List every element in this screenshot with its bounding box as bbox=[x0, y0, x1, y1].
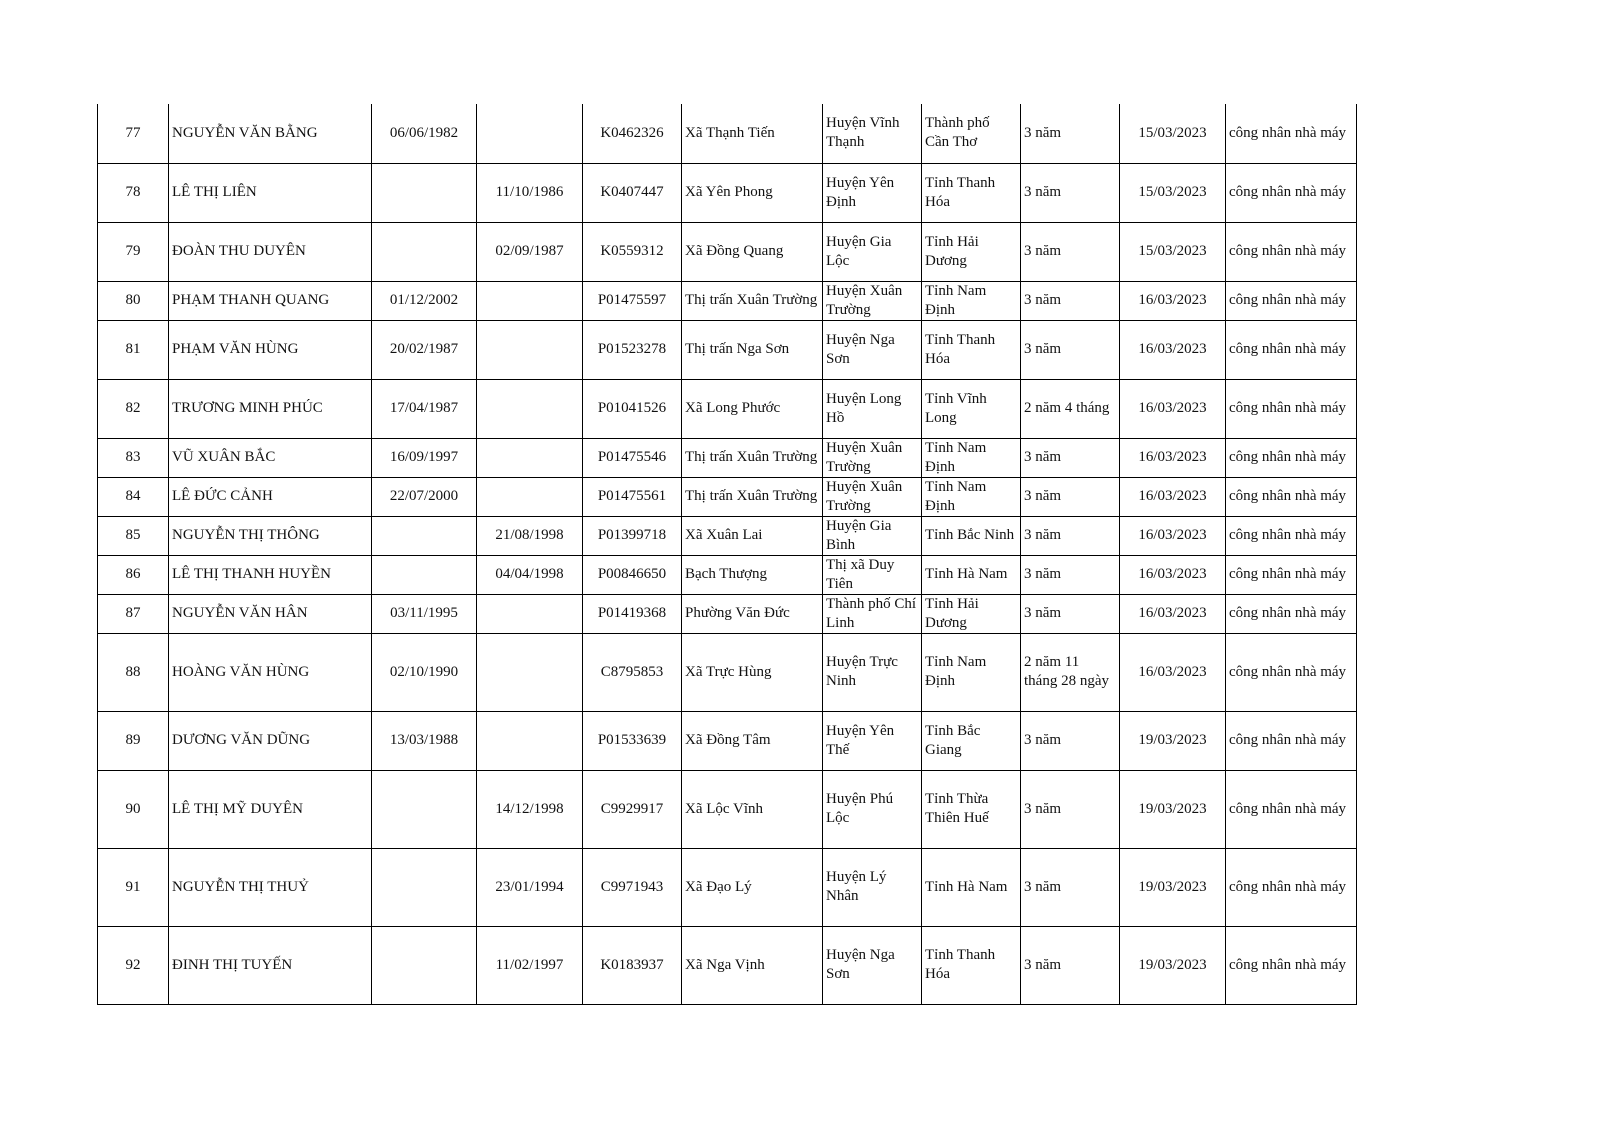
district-cell: Huyện Trực Ninh bbox=[823, 633, 922, 711]
commune-cell: Phường Văn Đức bbox=[682, 594, 823, 633]
row-number-cell: 82 bbox=[98, 379, 169, 438]
district-cell: Huyện Vĩnh Thạnh bbox=[823, 104, 922, 163]
row-number-cell: 83 bbox=[98, 438, 169, 477]
province-cell: Tỉnh Nam Định bbox=[922, 633, 1021, 711]
contract-duration-cell: 3 năm bbox=[1021, 163, 1120, 222]
birth-date-male-cell bbox=[372, 555, 477, 594]
departure-date-cell: 15/03/2023 bbox=[1120, 163, 1226, 222]
commune-cell: Xã Thạnh Tiến bbox=[682, 104, 823, 163]
departure-date-cell: 19/03/2023 bbox=[1120, 926, 1226, 1004]
district-cell: Huyện Lý Nhân bbox=[823, 848, 922, 926]
commune-cell: Xã Đồng Quang bbox=[682, 222, 823, 281]
contract-duration-cell: 3 năm bbox=[1021, 281, 1120, 320]
district-cell: Huyện Nga Sơn bbox=[823, 926, 922, 1004]
worker-list-table bbox=[97, 104, 1357, 1005]
passport-number-cell: K0407447 bbox=[583, 163, 682, 222]
row-number-cell: 88 bbox=[98, 633, 169, 711]
contract-duration-cell: 3 năm bbox=[1021, 926, 1120, 1004]
passport-number-cell: P01399718 bbox=[583, 516, 682, 555]
full-name-cell: PHẠM THANH QUANG bbox=[169, 281, 372, 320]
row-number-cell: 85 bbox=[98, 516, 169, 555]
departure-date-cell: 19/03/2023 bbox=[1120, 848, 1226, 926]
row-number-cell: 77 bbox=[98, 104, 169, 163]
passport-number-cell: P01523278 bbox=[583, 320, 682, 379]
birth-date-male-cell: 03/11/1995 bbox=[372, 594, 477, 633]
row-number-cell: 87 bbox=[98, 594, 169, 633]
table-row bbox=[98, 594, 1357, 633]
table-row bbox=[98, 438, 1357, 477]
province-cell: Tỉnh Bắc Giang bbox=[922, 711, 1021, 770]
row-number-cell: 92 bbox=[98, 926, 169, 1004]
job-title-cell: công nhân nhà máy bbox=[1226, 281, 1357, 320]
table-row bbox=[98, 848, 1357, 926]
job-title-cell: công nhân nhà máy bbox=[1226, 770, 1357, 848]
table-row bbox=[98, 770, 1357, 848]
row-number-cell: 84 bbox=[98, 477, 169, 516]
birth-date-female-cell bbox=[477, 594, 583, 633]
district-cell: Huyện Xuân Trường bbox=[823, 477, 922, 516]
birth-date-female-cell: 11/10/1986 bbox=[477, 163, 583, 222]
district-cell: Thành phố Chí Linh bbox=[823, 594, 922, 633]
row-number-cell: 86 bbox=[98, 555, 169, 594]
birth-date-male-cell: 22/07/2000 bbox=[372, 477, 477, 516]
birth-date-male-cell: 13/03/1988 bbox=[372, 711, 477, 770]
job-title-cell: công nhân nhà máy bbox=[1226, 438, 1357, 477]
birth-date-male-cell: 06/06/1982 bbox=[372, 104, 477, 163]
contract-duration-cell: 3 năm bbox=[1021, 104, 1120, 163]
contract-duration-cell: 3 năm bbox=[1021, 848, 1120, 926]
birth-date-male-cell bbox=[372, 163, 477, 222]
departure-date-cell: 16/03/2023 bbox=[1120, 555, 1226, 594]
table-body bbox=[98, 104, 1357, 1004]
commune-cell: Xã Nga Vịnh bbox=[682, 926, 823, 1004]
passport-number-cell: P01475597 bbox=[583, 281, 682, 320]
district-cell: Huyện Gia Bình bbox=[823, 516, 922, 555]
birth-date-male-cell bbox=[372, 848, 477, 926]
departure-date-cell: 16/03/2023 bbox=[1120, 438, 1226, 477]
birth-date-female-cell bbox=[477, 477, 583, 516]
passport-number-cell: P01475561 bbox=[583, 477, 682, 516]
birth-date-male-cell: 02/10/1990 bbox=[372, 633, 477, 711]
passport-number-cell: C9929917 bbox=[583, 770, 682, 848]
commune-cell: Xã Long Phước bbox=[682, 379, 823, 438]
birth-date-male-cell: 16/09/1997 bbox=[372, 438, 477, 477]
birth-date-male-cell bbox=[372, 926, 477, 1004]
passport-number-cell: P01419368 bbox=[583, 594, 682, 633]
birth-date-female-cell bbox=[477, 320, 583, 379]
row-number-cell: 80 bbox=[98, 281, 169, 320]
table-row bbox=[98, 711, 1357, 770]
district-cell: Huyện Gia Lộc bbox=[823, 222, 922, 281]
full-name-cell: ĐOÀN THU DUYÊN bbox=[169, 222, 372, 281]
province-cell: Tỉnh Thanh Hóa bbox=[922, 163, 1021, 222]
passport-number-cell: C9971943 bbox=[583, 848, 682, 926]
commune-cell: Thị trấn Xuân Trường bbox=[682, 477, 823, 516]
full-name-cell: LÊ THỊ LIÊN bbox=[169, 163, 372, 222]
province-cell: Tỉnh Hà Nam bbox=[922, 848, 1021, 926]
district-cell: Thị xã Duy Tiên bbox=[823, 555, 922, 594]
province-cell: Thành phố Cần Thơ bbox=[922, 104, 1021, 163]
full-name-cell: HOÀNG VĂN HÙNG bbox=[169, 633, 372, 711]
commune-cell: Xã Đạo Lý bbox=[682, 848, 823, 926]
passport-number-cell: P00846650 bbox=[583, 555, 682, 594]
passport-number-cell: P01533639 bbox=[583, 711, 682, 770]
province-cell: Tỉnh Hải Dương bbox=[922, 594, 1021, 633]
job-title-cell: công nhân nhà máy bbox=[1226, 477, 1357, 516]
table-row bbox=[98, 104, 1357, 163]
birth-date-male-cell: 01/12/2002 bbox=[372, 281, 477, 320]
contract-duration-cell: 3 năm bbox=[1021, 438, 1120, 477]
province-cell: Tỉnh Vĩnh Long bbox=[922, 379, 1021, 438]
job-title-cell: công nhân nhà máy bbox=[1226, 379, 1357, 438]
birth-date-male-cell bbox=[372, 222, 477, 281]
full-name-cell: ĐINH THỊ TUYẾN bbox=[169, 926, 372, 1004]
job-title-cell: công nhân nhà máy bbox=[1226, 711, 1357, 770]
table-row bbox=[98, 633, 1357, 711]
job-title-cell: công nhân nhà máy bbox=[1226, 222, 1357, 281]
row-number-cell: 79 bbox=[98, 222, 169, 281]
birth-date-male-cell bbox=[372, 770, 477, 848]
passport-number-cell: K0462326 bbox=[583, 104, 682, 163]
job-title-cell: công nhân nhà máy bbox=[1226, 163, 1357, 222]
contract-duration-cell: 3 năm bbox=[1021, 222, 1120, 281]
province-cell: Tỉnh Nam Định bbox=[922, 281, 1021, 320]
province-cell: Tỉnh Bắc Ninh bbox=[922, 516, 1021, 555]
departure-date-cell: 16/03/2023 bbox=[1120, 320, 1226, 379]
commune-cell: Xã Đồng Tâm bbox=[682, 711, 823, 770]
table-row bbox=[98, 516, 1357, 555]
row-number-cell: 78 bbox=[98, 163, 169, 222]
full-name-cell: NGUYỄN VĂN BẰNG bbox=[169, 104, 372, 163]
row-number-cell: 89 bbox=[98, 711, 169, 770]
birth-date-female-cell: 23/01/1994 bbox=[477, 848, 583, 926]
full-name-cell: LÊ THỊ THANH HUYỀN bbox=[169, 555, 372, 594]
passport-number-cell: C8795853 bbox=[583, 633, 682, 711]
job-title-cell: công nhân nhà máy bbox=[1226, 848, 1357, 926]
province-cell: Tỉnh Nam Định bbox=[922, 477, 1021, 516]
birth-date-female-cell: 04/04/1998 bbox=[477, 555, 583, 594]
contract-duration-cell: 3 năm bbox=[1021, 320, 1120, 379]
departure-date-cell: 16/03/2023 bbox=[1120, 594, 1226, 633]
district-cell: Huyện Xuân Trường bbox=[823, 438, 922, 477]
full-name-cell: NGUYỄN THỊ THÔNG bbox=[169, 516, 372, 555]
district-cell: Huyện Xuân Trường bbox=[823, 281, 922, 320]
full-name-cell: DƯƠNG VĂN DŨNG bbox=[169, 711, 372, 770]
full-name-cell: NGUYỄN VĂN HÂN bbox=[169, 594, 372, 633]
row-number-cell: 81 bbox=[98, 320, 169, 379]
province-cell: Tỉnh Hải Dương bbox=[922, 222, 1021, 281]
table-row bbox=[98, 281, 1357, 320]
birth-date-male-cell: 20/02/1987 bbox=[372, 320, 477, 379]
district-cell: Huyện Phú Lộc bbox=[823, 770, 922, 848]
departure-date-cell: 16/03/2023 bbox=[1120, 633, 1226, 711]
birth-date-female-cell: 02/09/1987 bbox=[477, 222, 583, 281]
full-name-cell: LÊ ĐỨC CẢNH bbox=[169, 477, 372, 516]
commune-cell: Xã Lộc Vĩnh bbox=[682, 770, 823, 848]
contract-duration-cell: 3 năm bbox=[1021, 770, 1120, 848]
birth-date-female-cell: 14/12/1998 bbox=[477, 770, 583, 848]
commune-cell: Thị trấn Nga Sơn bbox=[682, 320, 823, 379]
birth-date-female-cell bbox=[477, 379, 583, 438]
table-row bbox=[98, 163, 1357, 222]
contract-duration-cell: 3 năm bbox=[1021, 594, 1120, 633]
passport-number-cell: K0183937 bbox=[583, 926, 682, 1004]
departure-date-cell: 16/03/2023 bbox=[1120, 516, 1226, 555]
birth-date-female-cell bbox=[477, 711, 583, 770]
province-cell: Tỉnh Thừa Thiên Huế bbox=[922, 770, 1021, 848]
full-name-cell: PHẠM VĂN HÙNG bbox=[169, 320, 372, 379]
job-title-cell: công nhân nhà máy bbox=[1226, 320, 1357, 379]
birth-date-male-cell bbox=[372, 516, 477, 555]
birth-date-male-cell: 17/04/1987 bbox=[372, 379, 477, 438]
departure-date-cell: 16/03/2023 bbox=[1120, 281, 1226, 320]
departure-date-cell: 19/03/2023 bbox=[1120, 711, 1226, 770]
job-title-cell: công nhân nhà máy bbox=[1226, 926, 1357, 1004]
passport-number-cell: P01041526 bbox=[583, 379, 682, 438]
province-cell: Tỉnh Thanh Hóa bbox=[922, 926, 1021, 1004]
district-cell: Huyện Long Hồ bbox=[823, 379, 922, 438]
table-row bbox=[98, 555, 1357, 594]
birth-date-female-cell bbox=[477, 281, 583, 320]
contract-duration-cell: 3 năm bbox=[1021, 711, 1120, 770]
district-cell: Huyện Yên Thế bbox=[823, 711, 922, 770]
departure-date-cell: 19/03/2023 bbox=[1120, 770, 1226, 848]
province-cell: Tỉnh Nam Định bbox=[922, 438, 1021, 477]
full-name-cell: VŨ XUÂN BẮC bbox=[169, 438, 372, 477]
commune-cell: Thị trấn Xuân Trường bbox=[682, 438, 823, 477]
table-row bbox=[98, 477, 1357, 516]
commune-cell: Bạch Thượng bbox=[682, 555, 823, 594]
contract-duration-cell: 2 năm 11 tháng 28 ngày bbox=[1021, 633, 1120, 711]
province-cell: Tỉnh Hà Nam bbox=[922, 555, 1021, 594]
departure-date-cell: 15/03/2023 bbox=[1120, 222, 1226, 281]
full-name-cell: NGUYỄN THỊ THUỶ bbox=[169, 848, 372, 926]
job-title-cell: công nhân nhà máy bbox=[1226, 633, 1357, 711]
contract-duration-cell: 3 năm bbox=[1021, 516, 1120, 555]
contract-duration-cell: 2 năm 4 tháng bbox=[1021, 379, 1120, 438]
job-title-cell: công nhân nhà máy bbox=[1226, 594, 1357, 633]
birth-date-female-cell bbox=[477, 438, 583, 477]
district-cell: Huyện Yên Định bbox=[823, 163, 922, 222]
birth-date-female-cell: 11/02/1997 bbox=[477, 926, 583, 1004]
row-number-cell: 91 bbox=[98, 848, 169, 926]
birth-date-female-cell bbox=[477, 104, 583, 163]
row-number-cell: 90 bbox=[98, 770, 169, 848]
commune-cell: Thị trấn Xuân Trường bbox=[682, 281, 823, 320]
table-row bbox=[98, 320, 1357, 379]
departure-date-cell: 16/03/2023 bbox=[1120, 379, 1226, 438]
job-title-cell: công nhân nhà máy bbox=[1226, 555, 1357, 594]
job-title-cell: công nhân nhà máy bbox=[1226, 104, 1357, 163]
departure-date-cell: 15/03/2023 bbox=[1120, 104, 1226, 163]
commune-cell: Xã Yên Phong bbox=[682, 163, 823, 222]
commune-cell: Xã Trực Hùng bbox=[682, 633, 823, 711]
contract-duration-cell: 3 năm bbox=[1021, 555, 1120, 594]
passport-number-cell: P01475546 bbox=[583, 438, 682, 477]
commune-cell: Xã Xuân Lai bbox=[682, 516, 823, 555]
table-row bbox=[98, 926, 1357, 1004]
departure-date-cell: 16/03/2023 bbox=[1120, 477, 1226, 516]
contract-duration-cell: 3 năm bbox=[1021, 477, 1120, 516]
birth-date-female-cell bbox=[477, 633, 583, 711]
full-name-cell: TRƯƠNG MINH PHÚC bbox=[169, 379, 372, 438]
passport-number-cell: K0559312 bbox=[583, 222, 682, 281]
birth-date-female-cell: 21/08/1998 bbox=[477, 516, 583, 555]
job-title-cell: công nhân nhà máy bbox=[1226, 516, 1357, 555]
table-row bbox=[98, 379, 1357, 438]
district-cell: Huyện Nga Sơn bbox=[823, 320, 922, 379]
full-name-cell: LÊ THỊ MỸ DUYÊN bbox=[169, 770, 372, 848]
table-row bbox=[98, 222, 1357, 281]
province-cell: Tỉnh Thanh Hóa bbox=[922, 320, 1021, 379]
